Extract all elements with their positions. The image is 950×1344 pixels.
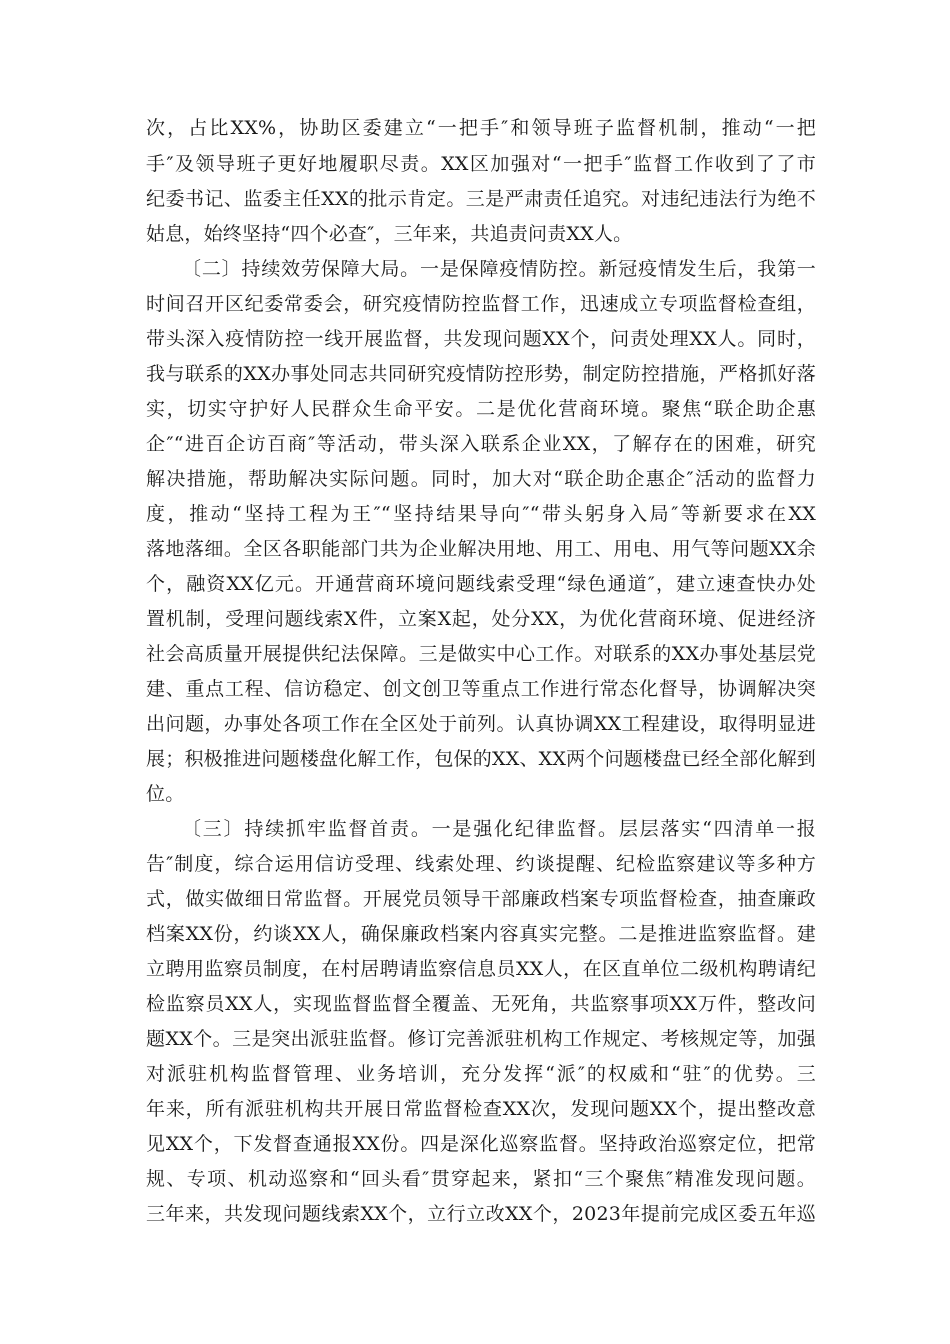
paragraph-heading-line: 〔二〕持续效劳保障大局。一是保障疫情防控。新冠疫情发生后，我第一	[182, 258, 816, 280]
text-line: 时间召开区纪委常委会，研究疫情防控监督工作，迅速成立专项监督检查组，	[146, 293, 816, 315]
text-line: 带头深入疫情防控一线开展监督，共发现问题XX个，问责处理XX人。同时，	[146, 328, 816, 350]
paragraph-heading-line: 〔三〕持续抓牢监督首责。一是强化纪律监督。层层落实“四清单一报	[182, 818, 816, 840]
text-line: 我与联系的XX办事处同志共同研究疫情防控形势，制定防控措施，严格抓好落	[146, 363, 816, 385]
text-line: 落地落细。全区各职能部门共为企业解决用地、用工、用电、用气等问题XX余	[146, 538, 816, 560]
text-line: 检监察员XX人，实现监督监督全覆盖、无死角，共监察事项XX万件，整改问	[146, 993, 816, 1015]
text-line: 置机制，受理问题线索X件，立案X起，处分XX，为优化营商环境、促进经济	[146, 608, 816, 630]
text-line: 见XX个，下发督查通报XX份。四是深化巡察监督。坚持政治巡察定位，把常	[146, 1133, 816, 1155]
text-line: 立聘用监察员制度，在村居聘请监察信息员XX人，在区直单位二级机构聘请纪	[146, 958, 816, 980]
text-line: 告″制度，综合运用信访受理、线索处理、约谈提醒、纪检监察建议等多种方	[146, 853, 816, 875]
text-line: 规、专项、机动巡察和“回头看″贯穿起来，紧扣“三个聚焦″精准发现问题。	[146, 1168, 816, 1190]
text-line: 社会高质量开展提供纪法保障。三是做实中心工作。对联系的XX办事处基层党	[146, 643, 816, 665]
text-line: 对派驻机构监督管理、业务培训，充分发挥“派″的权威和“驻″的优势。三	[146, 1063, 816, 1085]
text-line: 企″“进百企访百商″等活动，带头深入联系企业XX，了解存在的困难，研究	[146, 433, 816, 455]
text-line: 次，占比XX%，协助区委建立“一把手″和领导班子监督机制，推动“一把	[146, 117, 816, 139]
text-line: 出问题，办事处各项工作在全区处于前列。认真协调XX工程建设，取得明显进	[146, 713, 816, 735]
text-line: 档案XX份，约谈XX人，确保廉政档案内容真实完整。二是推进监察监督。建	[146, 923, 816, 945]
text-line: 手″及领导班子更好地履职尽责。XX区加强对“一把手″监督工作收到了了市	[146, 153, 816, 175]
text-line: 解决措施，帮助解决实际问题。同时，加大对“联企助企惠企″活动的监督力	[146, 468, 816, 490]
text-line: 展；积极推进问题楼盘化解工作，包保的XX、XX两个问题楼盘已经全部化解到	[146, 748, 816, 770]
text-line: 年来，所有派驻机构共开展日常监督检查XX次，发现问题XX个，提出整改意	[146, 1098, 816, 1120]
text-line: 姑息，始终坚持“四个必查″，三年来，共追责问责XX人。	[146, 223, 633, 245]
text-line: 纪委书记、监委主任XX的批示肯定。三是严肃责任追究。对违纪违法行为绝不	[146, 188, 816, 210]
text-line: 实，切实守护好人民群众生命平安。二是优化营商环境。聚焦“联企助企惠	[146, 398, 816, 420]
text-line: 个，融资XX亿元。开通营商环境问题线索受理“绿色通道″，建立速查快办处	[146, 573, 816, 595]
text-line: 度，推动“坚持工程为王″“坚持结果导向″“带头躬身入局″等新要求在XX	[146, 503, 816, 525]
text-line: 建、重点工程、信访稳定、创文创卫等重点工作进行常态化督导，协调解决突	[146, 678, 816, 700]
text-line: 位。	[146, 783, 185, 805]
text-line: 三年来，共发现问题线索XX个，立行立改XX个，2023年提前完成区委五年巡	[146, 1203, 816, 1225]
text-line: 式，做实做细日常监督。开展党员领导干部廉政档案专项监督检查，抽查廉政	[146, 888, 816, 910]
text-line: 题XX个。三是突出派驻监督。修订完善派驻机构工作规定、考核规定等，加强	[146, 1028, 816, 1050]
